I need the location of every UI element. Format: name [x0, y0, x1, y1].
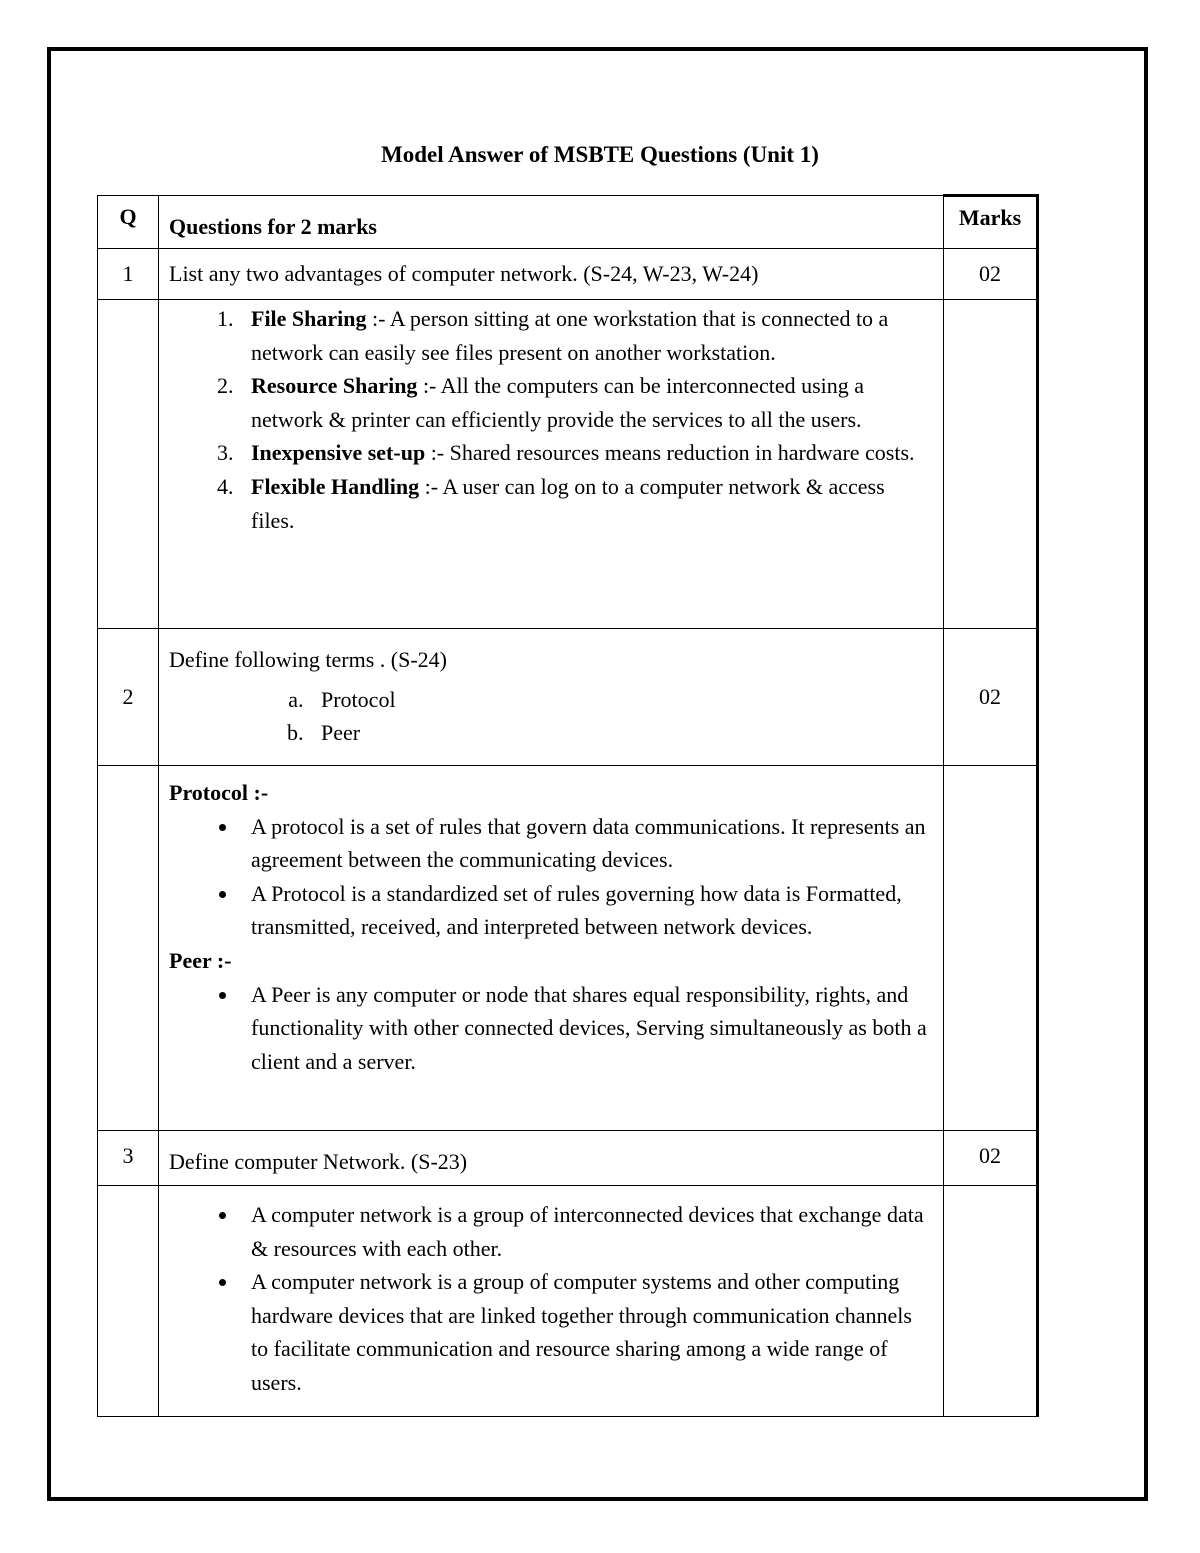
advantages-list [169, 302, 929, 537]
question-text: Define computer Network. (S-23) [159, 1131, 944, 1186]
empty-cell [944, 1186, 1038, 1417]
list-item: 4. Flexible Handling :- A user can log on to a computer network & access files. [239, 470, 929, 537]
question-marks: 02 [944, 629, 1038, 766]
empty-cell [944, 766, 1038, 1131]
question-number: 1 [98, 249, 159, 300]
peer-heading: Peer :- [169, 947, 232, 973]
list-item: • A computer network is a group of interconnected devices that exchange data & resources with each other. [239, 1198, 929, 1265]
question-row-2 [98, 629, 1038, 766]
protocol-list [169, 810, 929, 944]
question-text: Define following terms . (S-24) [169, 647, 447, 672]
question-marks: 02 [944, 1131, 1038, 1186]
question-number: 3 [98, 1131, 159, 1186]
list-item: 1. File Sharing :- A person sitting at one workstation that is connected to a network can easily see files present on another workstation. [239, 302, 929, 369]
header-marks: Marks [944, 196, 1038, 249]
answer-row-2 [98, 766, 1038, 1131]
question-row-1 [98, 249, 1038, 300]
list-item: 3. Inexpensive set-up :- Shared resources means reduction in hardware costs. [239, 436, 929, 470]
answer-cell [159, 766, 944, 1131]
questions-table [97, 194, 1039, 1417]
answer-row-3 [98, 1186, 1038, 1417]
terms-list [169, 683, 933, 749]
protocol-heading: Protocol :- [169, 780, 269, 805]
empty-cell [98, 300, 159, 629]
table-header-row [98, 196, 1038, 249]
empty-cell [98, 1186, 159, 1417]
header-q: Q [98, 196, 159, 249]
list-item: • A Protocol is a standardized set of rules governing how data is Formatted, transmitted, received, and interpreted between network devices. [239, 877, 929, 944]
question-marks: 02 [944, 249, 1038, 300]
list-item: • A Peer is any computer or node that shares equal responsibility, rights, and functionality with other connected devices, Serving simultaneously as both a client and a server. [239, 978, 929, 1079]
list-item: a. Protocol [309, 683, 933, 716]
question-number: 2 [98, 629, 159, 766]
answer-row-1 [98, 300, 1038, 629]
peer-list [169, 978, 929, 1079]
question-text: List any two advantages of computer network. (S-24, W-23, W-24) [159, 249, 944, 300]
empty-cell [98, 766, 159, 1131]
question-row-3 [98, 1131, 1038, 1186]
list-item: • A computer network is a group of computer systems and other computing hardware devices that are linked together through communication channels to facilitate communication and resource sharing among a wide range of users. [239, 1265, 929, 1399]
list-item: 2. Resource Sharing :- All the computers can be interconnected using a network & printer can efficiently provide the services to all the users. [239, 369, 929, 436]
network-definition-list [169, 1198, 929, 1400]
empty-cell [944, 300, 1038, 629]
document-title: Model Answer of MSBTE Questions (Unit 1) [381, 142, 819, 167]
answer-cell [159, 300, 944, 629]
answer-cell [159, 1186, 944, 1417]
header-questions: Questions for 2 marks [159, 196, 944, 249]
list-item: • A protocol is a set of rules that govern data communications. It represents an agreement between the communicating devices. [239, 810, 929, 877]
question-cell [159, 629, 944, 766]
list-item: b. Peer [309, 716, 933, 749]
